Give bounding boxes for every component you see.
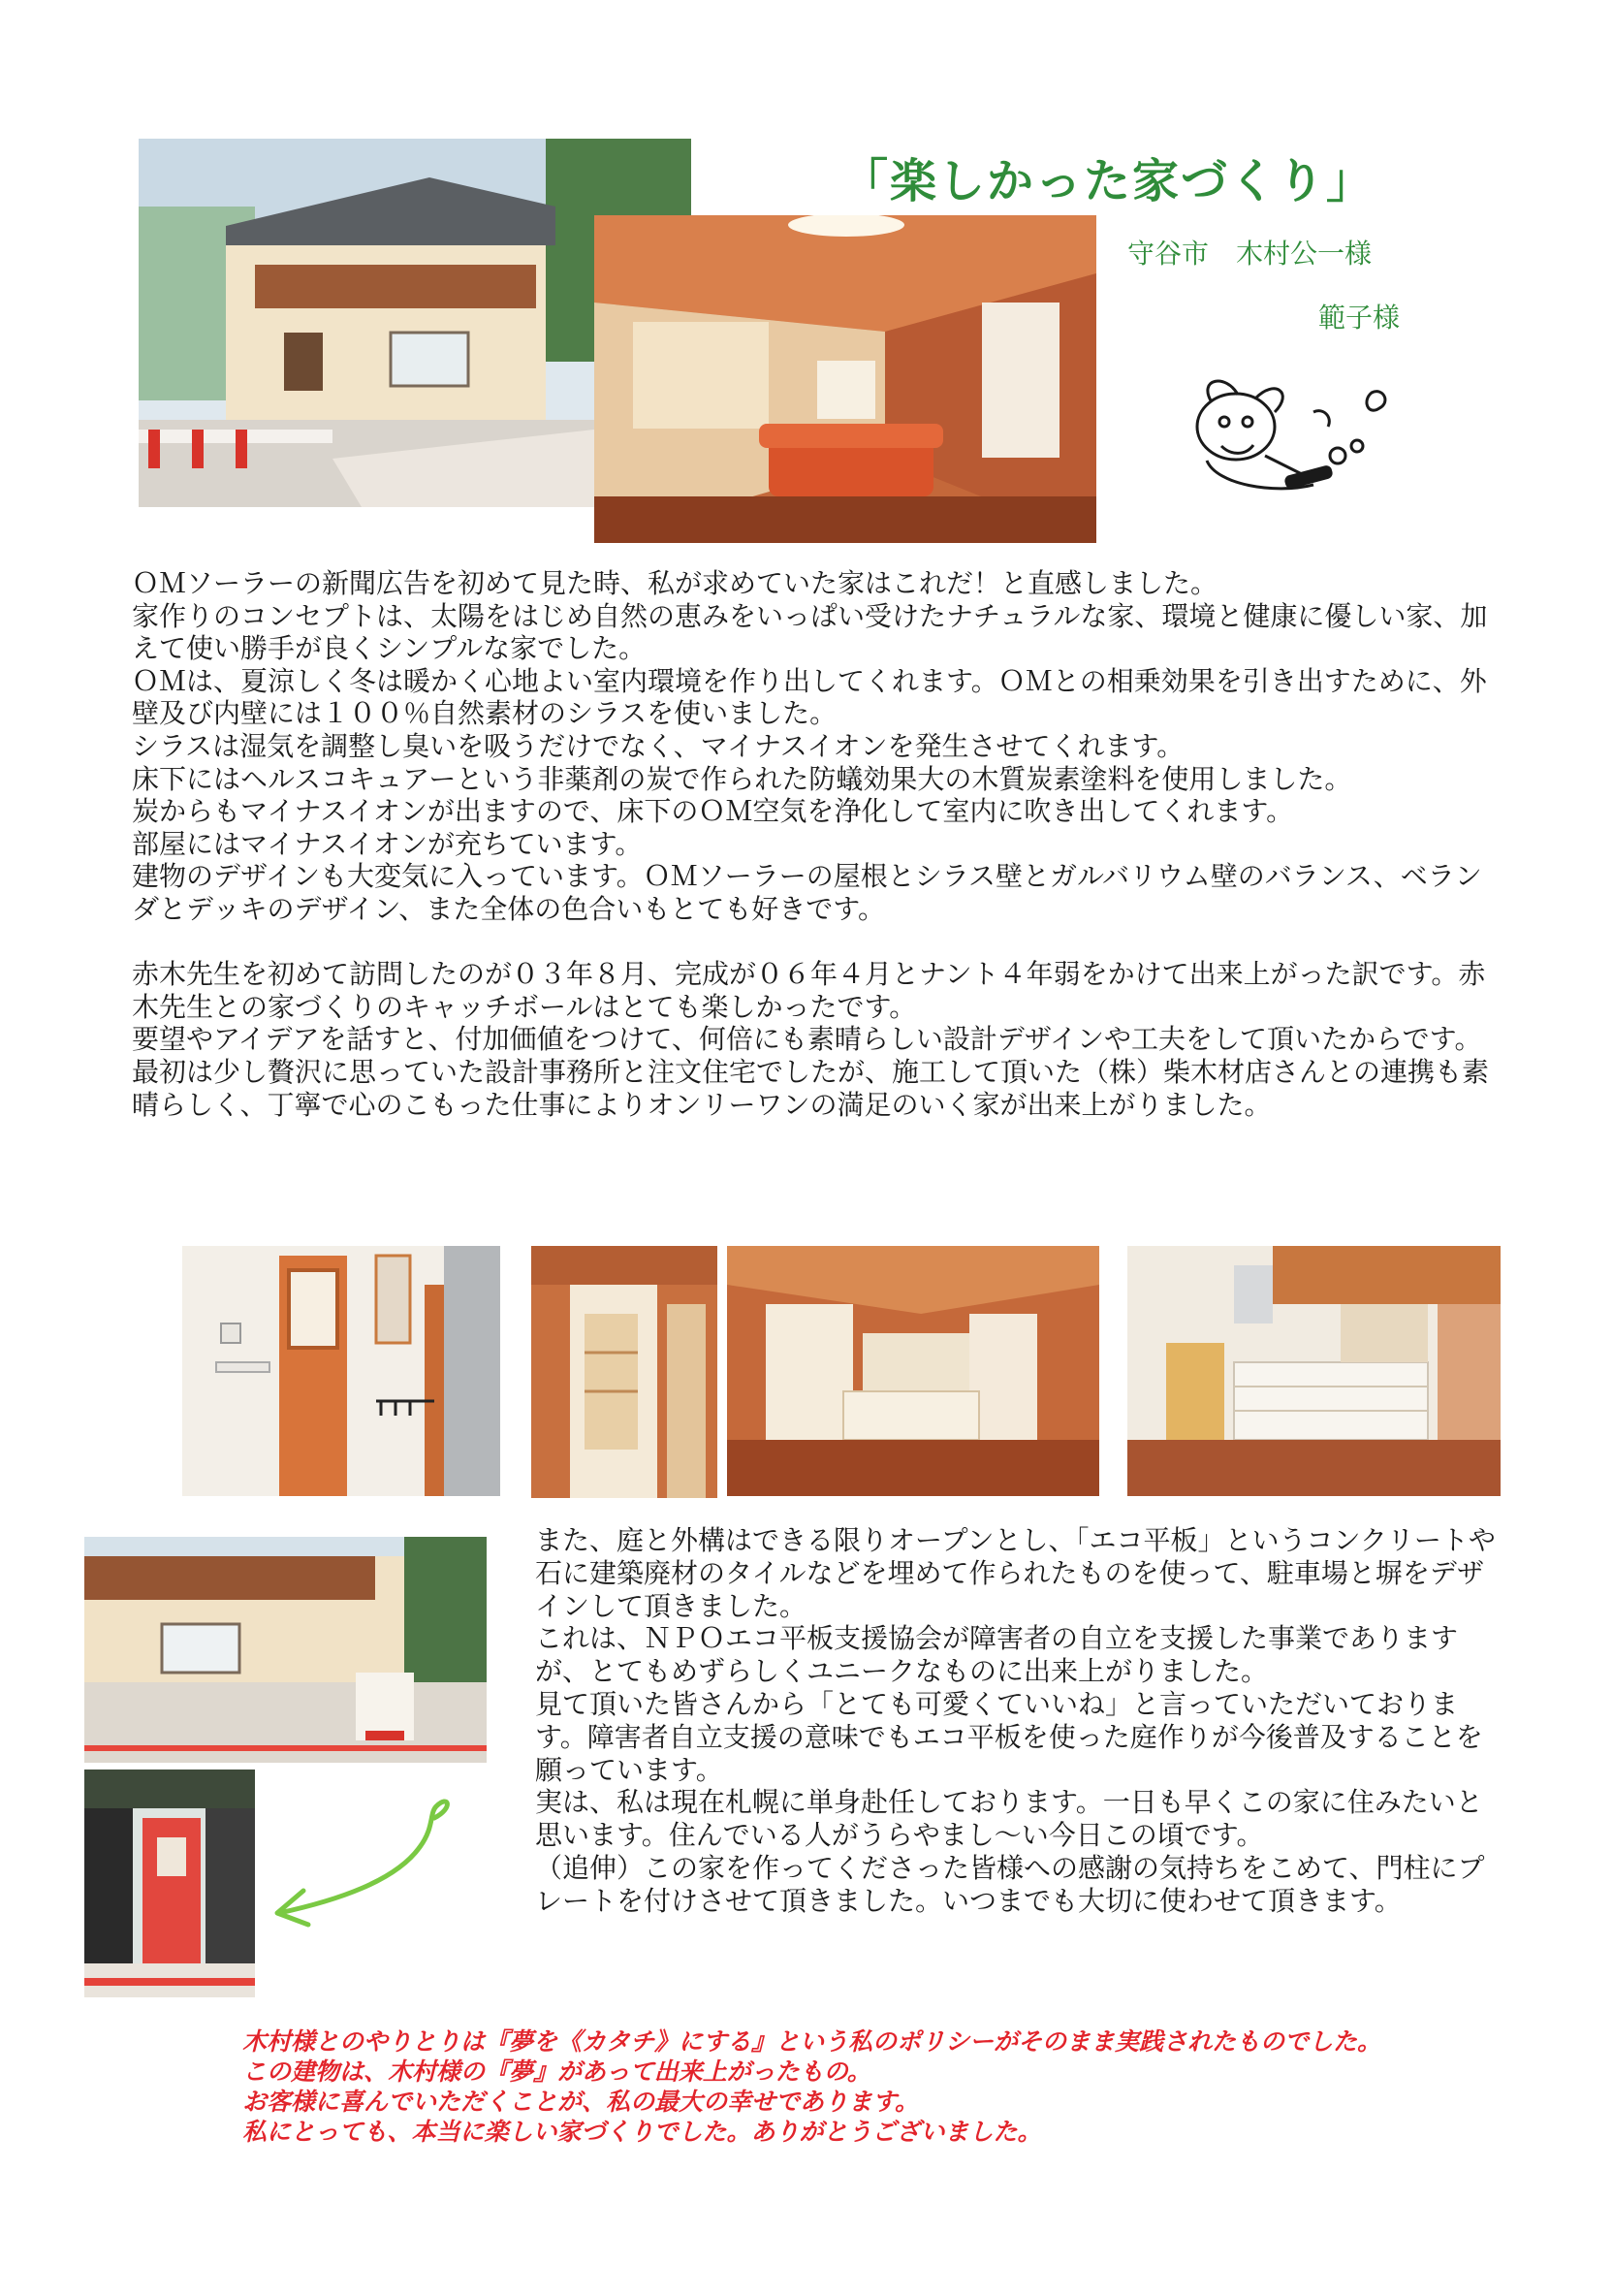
green-arrow-icon (260, 1799, 454, 1934)
client-name-primary: 守谷市 木村公一様 (1127, 238, 1373, 270)
kitchen-photo (1127, 1246, 1501, 1496)
garden-story-text: また、庭と外構はできる限りオープンとし、「エコ平板」というコンクリートや石に建築廃材のタイルなどを埋めて作られたものを使って、駐車場と塀をデザインして頂きました。 これは、ＮＰＯエコ平板支援協会が障害者の自立を支援した事業でありますが、とてもめずらしくユニークなものに出来上がりました。 見て頂いた皆さんから「とても可愛くていいね」と言っていただいております。障害者自立支援の意味でもエコ平板を使った庭作りが今後普及することを願っています。 実は、私は現在札幌に単身赴任しております。一日も早くこの家に住みたいと思います。住んでいる人がうらやまし～い今日この頃です。 （追伸）この家を作ってくださった皆様への感謝の気持ちをこめて、門柱にプレートを付けさせて頂きました。いつまでも大切に使わせて頂きます。 (535, 1524, 1496, 1917)
gate-post-photo (84, 1770, 255, 1997)
client-name-secondary: 範子様 (1318, 302, 1401, 334)
story-body-text: ＯＭソーラーの新聞広告を初めて見た時、私が求めていた家はこれだ！と直感しました。 家作りのコンセプトは、太陽をはじめ自然の恵みをいっぱい受けたナチュラルな家、環境と健康に優しい家、加えて使い勝手が良くシンプルな家でした。 ＯＭは、夏涼しく冬は暖かく心地よい室内環境を作り出してくれます。ＯＭとの相乗効果を引き出すために、外壁及び内壁には１００％自然素材のシラスを使いました。 シラスは湿気を調整し臭いを吸うだけでなく、マイナスイオンを発生させてくれます。 床下にはヘルスコキュアーという非薬剤の炭で作られた防蟻効果大の木質炭素塗料を使用しました。 炭からもマイナスイオンが出ますので、床下のＯＭ空気を浄化して室内に吹き出してくれます。 部屋にはマイナスイオンが充ちています。 建物のデザインも大変気に入っています。ＯＭソーラーの屋根とシラス壁とガルバリウム壁のバランス、ベランダとデッキのデザイン、また全体の色合いもとても好きです。 赤木先生を初めて訪問したのが０３年８月、完成が０６年４月とナント４年弱をかけて出来上がった訳です。赤木先生との家づくりのキャッチボールはとても楽しかったです。 要望やアイデアを話すと、付加価値をつけて、何倍にも素晴らしい設計デザインや工夫をして頂いたからです。 最初は少し贅沢に思っていた設計事務所と注文住宅でしたが、施工して頂いた（株）柴木材店さんとの連携も素晴らしく、丁寧で心のこもった仕事によりオンリーワンの満足のいく家が出来上がりました。 (132, 567, 1490, 1121)
builder-closing-message: 木村様とのやりとりは『夢を《カタチ》にする』という私のポリシーがそのまま実践されたものでした。 この建物は、木村様の『夢』があって出来上がったもの。 お客様に喜んでいただくことが、私の最大の幸せであります。 私にとっても、本当に楽しい家づくりでした。ありがとうございました。 (242, 2027, 1382, 2146)
garden-exterior-photo (84, 1537, 487, 1763)
niche-shelf-photo (531, 1246, 717, 1498)
front-door-photo (182, 1246, 500, 1496)
dog-doodle-illustration (1168, 373, 1401, 509)
dining-kitchen-photo (727, 1246, 1099, 1496)
page-title: 「楽しかった家づくり」 (841, 154, 1376, 208)
living-room-photo (594, 215, 1096, 543)
